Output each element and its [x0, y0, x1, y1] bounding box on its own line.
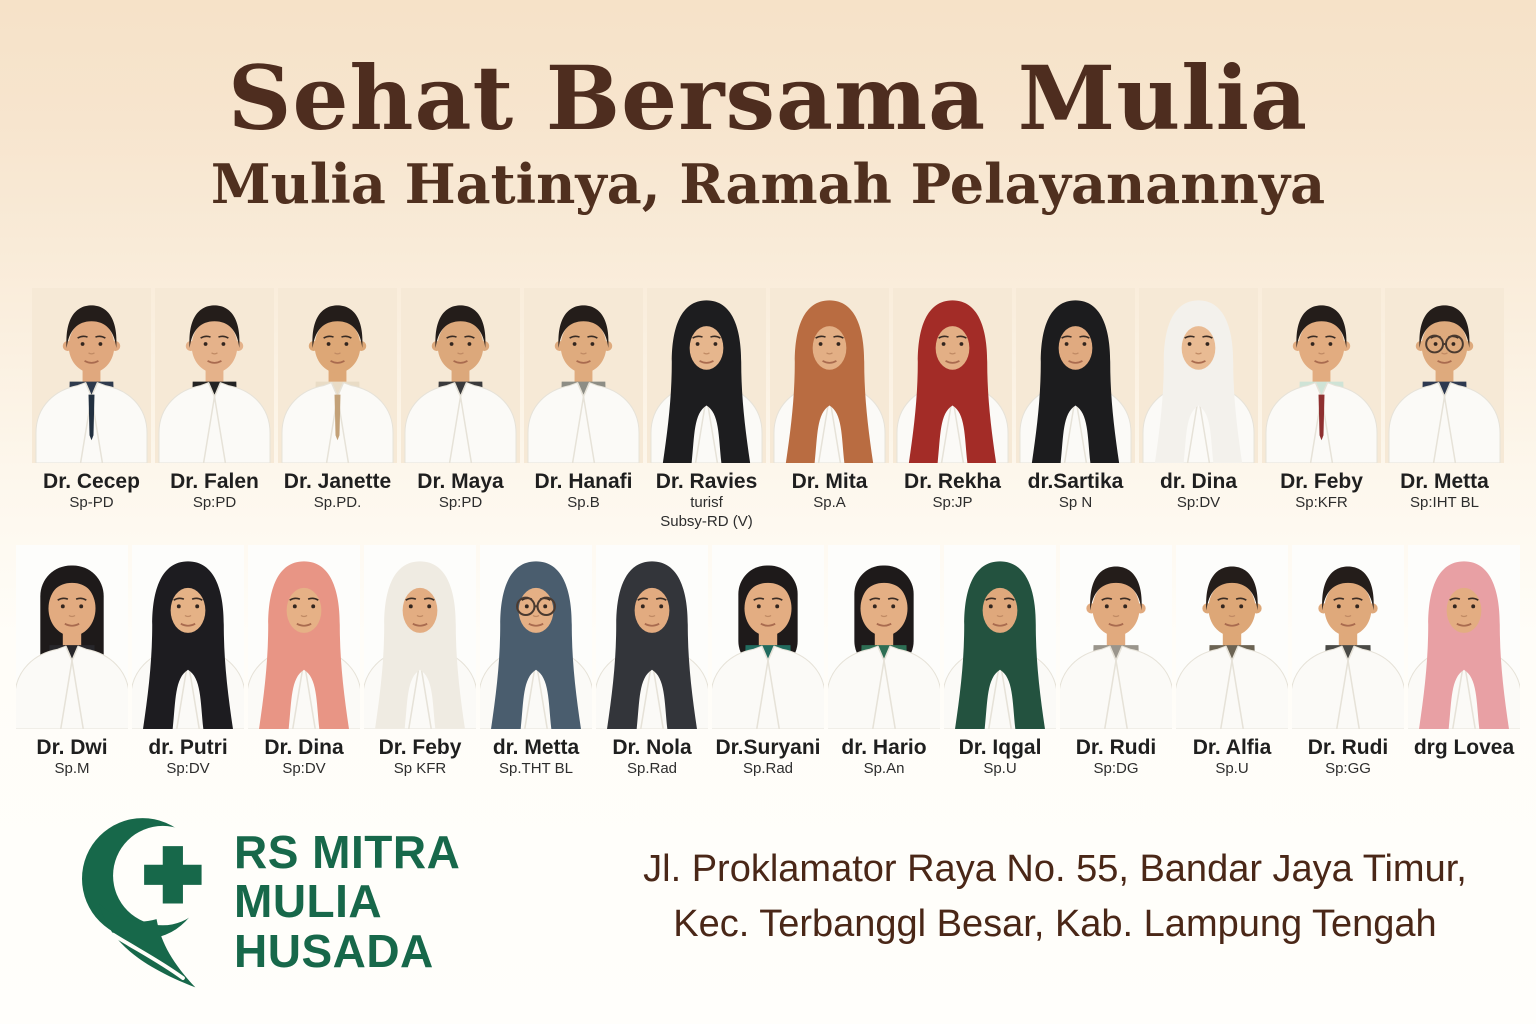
doctor-spec: Sp-PD: [69, 494, 114, 511]
doctor-spec: Sp:DV: [282, 760, 326, 777]
doctor-spec: Sp:IHT BL: [1410, 494, 1479, 511]
doctor-spec: Sp:PD: [192, 494, 237, 511]
doctor-spec: Sp.Rad: [626, 760, 678, 777]
doctor-spec: Sp N: [1058, 494, 1093, 511]
hospital-address: [600, 842, 1510, 952]
doctor-card: [401, 288, 520, 532]
doctor-name: Dr. Rudi: [1307, 736, 1389, 759]
crescent-leaf-cross-icon: [82, 804, 214, 1000]
doctor-name: Dr. Metta: [1400, 470, 1489, 493]
doctor-name: Dr.Suryani: [715, 736, 821, 759]
doctor-portrait: [647, 288, 766, 463]
doctor-portrait: [1262, 288, 1381, 463]
doctor-spec: Sp:PD: [438, 494, 483, 511]
doctor-spec: turisf: [690, 494, 723, 511]
doctor-portrait: [278, 288, 397, 463]
doctor-name: Dr. Ravies: [655, 470, 758, 493]
doctor-name: dr.Sartika: [1027, 470, 1124, 493]
doctor-portrait: [893, 288, 1012, 463]
doctor-spec: Sp:DV: [166, 760, 210, 777]
doctor-name: Dr. Mita: [791, 470, 868, 493]
doctor-portrait: [1385, 288, 1504, 463]
doctor-card: [16, 545, 128, 779]
doctor-name: Dr. Janette: [283, 470, 392, 493]
doctor-card: [893, 288, 1012, 532]
doctor-portrait: [401, 288, 520, 463]
doctor-spec: Sp.U: [1215, 760, 1249, 777]
address-line1: Jl. Proklamator Raya No. 55, Bandar Jaya Timur,: [643, 848, 1467, 890]
doctor-card: [1016, 288, 1135, 532]
doctor-card: [32, 288, 151, 532]
doctor-card: [944, 545, 1056, 779]
doctor-spec: Sp:DV: [1176, 494, 1221, 511]
doctor-card: [770, 288, 889, 532]
doctor-portrait: [132, 545, 244, 729]
doctor-card: [1292, 545, 1404, 779]
doctor-spec: Sp.U: [983, 760, 1017, 777]
doctor-name: Dr. Feby: [1280, 470, 1363, 493]
doctor-portrait: [1016, 288, 1135, 463]
doctor-portrait: [155, 288, 274, 463]
doctors-row-2: [0, 545, 1536, 779]
doctor-card: [480, 545, 592, 779]
doctor-name: dr. Putri: [148, 736, 228, 759]
doctor-name: Dr. Falen: [170, 470, 259, 493]
doctor-name: dr. Dina: [1159, 470, 1238, 493]
doctor-name: Dr. Dwi: [36, 736, 108, 759]
doctor-spec: Sp:DG: [1093, 760, 1139, 777]
doctor-name: Dr. Hanafi: [534, 470, 633, 493]
doctor-card: [278, 288, 397, 532]
doctor-spec: Sp.PD.: [313, 494, 362, 511]
doctor-portrait: [32, 288, 151, 463]
doctor-spec: Sp.M: [54, 760, 90, 777]
doctor-spec: Sp.THT BL: [499, 760, 573, 777]
doctor-card: [1385, 288, 1504, 532]
doctor-portrait: [596, 545, 708, 729]
doctor-name: Dr. Feby: [378, 736, 462, 759]
doctor-card: [524, 288, 643, 532]
doctor-portrait: [712, 545, 824, 729]
doctor-portrait: [1292, 545, 1404, 729]
doctor-card: [828, 545, 940, 779]
header: [0, 46, 1536, 216]
hospital-name-line3: HUSADA: [234, 924, 434, 977]
doctor-portrait: [828, 545, 940, 729]
doctor-name: Dr. Nola: [612, 736, 692, 759]
doctor-portrait: [770, 288, 889, 463]
doctor-name: Dr. Alfia: [1192, 736, 1272, 759]
hospital-name-line2: MULIA: [234, 875, 383, 928]
doctor-portrait: [524, 288, 643, 463]
doctor-spec: Sp:JP: [932, 494, 973, 511]
doctor-portrait: [1060, 545, 1172, 729]
hospital-name-line1: RS MITRA: [234, 826, 461, 879]
doctor-spec: Sp.A: [813, 494, 846, 511]
doctor-card: [1139, 288, 1258, 532]
hospital-logo: [82, 804, 460, 1000]
doctor-card: [712, 545, 824, 779]
doctor-card: [132, 545, 244, 779]
doctor-name: Dr. Cecep: [43, 470, 140, 493]
doctor-card: [596, 545, 708, 779]
doctor-card: [248, 545, 360, 779]
doctor-spec-line2: Subsy-RD (V): [660, 512, 753, 530]
doctor-card: [1262, 288, 1381, 532]
doctor-spec: Sp KFR: [393, 760, 447, 777]
doctor-card: [1176, 545, 1288, 779]
doctor-card: [155, 288, 274, 532]
doctor-portrait: [16, 545, 128, 729]
doctor-card: [1060, 545, 1172, 779]
doctor-spec: Sp:KFR: [1295, 494, 1348, 511]
doctor-card: [364, 545, 476, 779]
doctor-name: dr. Metta: [492, 736, 580, 759]
doctor-spec: Sp:GG: [1325, 760, 1371, 777]
doctor-name: dr. Hario: [841, 736, 927, 759]
doctor-portrait: [1139, 288, 1258, 463]
page-subtitle: Mulia Hatinya, Ramah Pelayanannya: [210, 151, 1326, 216]
doctor-portrait: [248, 545, 360, 729]
doctor-name: Dr. Dina: [264, 736, 344, 759]
doctor-name: Dr. Rudi: [1075, 736, 1157, 759]
doctor-card: [647, 288, 766, 532]
doctor-portrait: [1176, 545, 1288, 729]
hospital-name: [234, 828, 460, 976]
doctor-portrait: [944, 545, 1056, 729]
doctor-name: Dr. Maya: [417, 470, 504, 493]
doctor-portrait: [364, 545, 476, 729]
address-line2: Kec. Terbanggl Besar, Kab. Lampung Tengah: [673, 903, 1437, 946]
doctor-portrait: [1408, 545, 1520, 729]
doctor-name: Dr. Iqgal: [958, 736, 1042, 759]
doctor-portrait: [480, 545, 592, 729]
doctor-spec: Sp.Rad: [742, 760, 794, 777]
doctor-spec: Sp.An: [863, 760, 905, 777]
doctor-name: drg Lovea: [1413, 736, 1515, 759]
doctor-spec: Sp.B: [567, 494, 600, 511]
doctor-name: Dr. Rekha: [904, 470, 1001, 493]
page-title: Sehat Bersama Mulia: [227, 46, 1309, 150]
doctor-card: [1408, 545, 1520, 779]
doctors-row-1: [0, 288, 1536, 532]
